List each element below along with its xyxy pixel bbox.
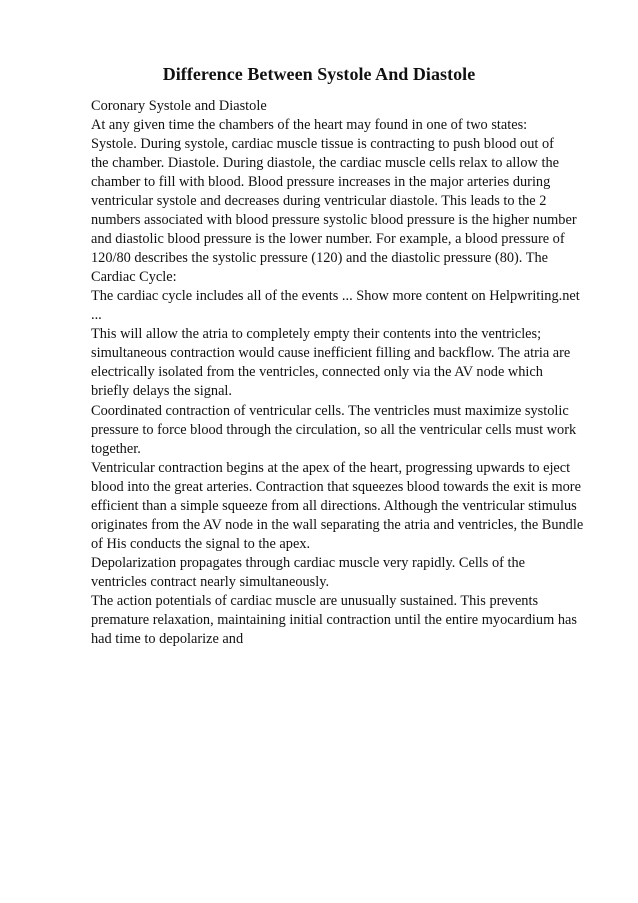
text-line: pressure to force blood through the circulation, so all the ventricular cells must work: [91, 421, 577, 438]
text-line: and diastolic blood pressure is the lower number. For example, a blood pressure of: [91, 231, 565, 248]
text-line: Cardiac Cycle:: [91, 269, 177, 286]
text-line: premature relaxation, maintaining initial contraction until the entire myocardium has: [91, 611, 577, 628]
text-line: Depolarization propagates through cardiac muscle very rapidly. Cells of the: [91, 554, 526, 571]
text-line: Coordinated contraction of ventricular cells. The ventricles must maximize systolic: [91, 402, 569, 419]
text-line: originates from the AV node in the wall separating the atria and ventricles, the Bundle: [91, 516, 584, 533]
text-line: chamber to fill with blood. Blood pressure increases in the major arteries during: [91, 174, 551, 191]
text-line: electrically isolated from the ventricles, connected only via the AV node which: [91, 364, 543, 381]
text-line: efficient than a simple squeeze from all directions. Although the ventricular stimulus: [91, 497, 577, 514]
text-line: This will allow the atria to completely empty their contents into the ventricles;: [91, 326, 542, 343]
text-line: briefly delays the signal.: [91, 383, 233, 400]
text-line: simultaneous contraction would cause inefficient filling and backflow. The atria are: [91, 345, 571, 362]
text-line: ventricles contract nearly simultaneously.: [91, 573, 330, 590]
text-line: At any given time the chambers of the heart may found in one of two states:: [91, 117, 528, 134]
document-body: [91, 97, 601, 649]
text-line: Ventricular contraction begins at the apex of the heart, progressing upwards to eject: [91, 459, 571, 476]
document-title: Difference Between Systole And Diastole: [162, 64, 476, 84]
text-line: ...: [91, 307, 102, 324]
text-line: had time to depolarize and: [91, 630, 244, 647]
text-line: 120/80 describes the systolic pressure (120) and the diastolic pressure (80). The: [91, 250, 549, 267]
text-line: Coronary Systole and Diastole: [91, 98, 267, 114]
text-line: The action potentials of cardiac muscle are unusually sustained. This prevents: [91, 592, 539, 609]
text-line: numbers associated with blood pressure systolic blood pressure is the higher number: [91, 212, 577, 229]
text-line: together.: [91, 440, 141, 457]
text-line: ventricular systole and decreases during ventricular diastole. This leads to the 2: [91, 193, 547, 210]
text-line: blood into the great arteries. Contraction that squeezes blood towards the exit is more: [91, 478, 581, 495]
text-line: Systole. During systole, cardiac muscle tissue is contracting to push blood out of: [91, 136, 554, 153]
text-line: The cardiac cycle includes all of the events ... Show more content on Helpwriting.net: [91, 288, 580, 305]
text-line: the chamber. Diastole. During diastole, the cardiac muscle cells relax to allow the: [91, 155, 559, 172]
text-line: of His conducts the signal to the apex.: [91, 535, 311, 552]
